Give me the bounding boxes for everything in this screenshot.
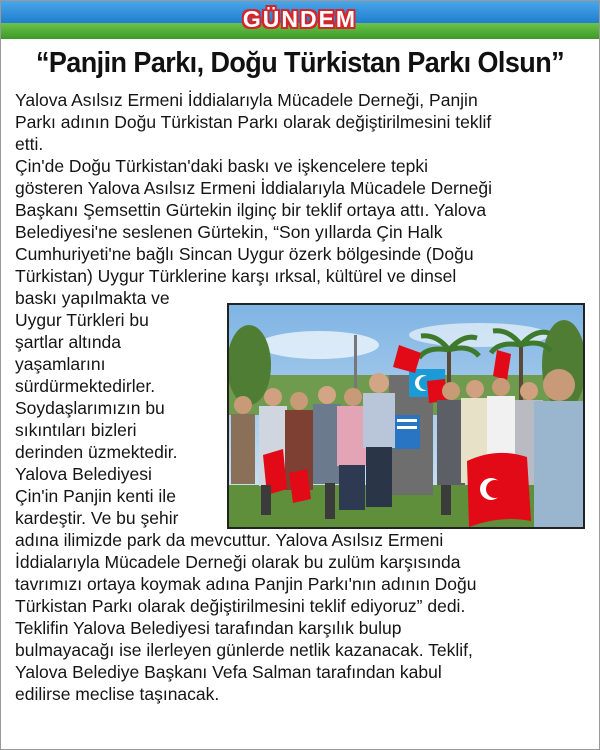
body-line: Yalova Belediye Başkanı Vefa Salman tarafından kabul [15, 662, 442, 682]
body-line: baskı yapılmakta ve [15, 288, 170, 308]
body-line: tavrımızı ortaya koymak adına Panjin Parkı'nın adının Doğu [15, 574, 477, 594]
section-banner [1, 1, 599, 45]
body-line: Parkı adının Doğu Türkistan Parkı olarak değiştirilmesini teklif [15, 112, 492, 132]
body-line: Cumhuriyeti'ne bağlı Sincan Uygur özerk bölgesinde (Doğu [15, 244, 474, 264]
body-line: İddialarıyla Mücadele Derneği olarak bu zulüm karşısında [15, 552, 461, 572]
article-body-side [15, 287, 178, 529]
body-line: derinden üzmektedir. [15, 442, 178, 462]
group-of-men-with-flags-photo [229, 305, 583, 527]
body-line: Başkanı Şemsettin Gürtekin ilginç bir teklif ortaya attı. Yalova [15, 200, 487, 220]
body-line: Uygur Türkleri bu [15, 310, 149, 330]
body-line: etti. [15, 134, 44, 154]
body-line: Türkistan Parkı olarak değiştirilmesini teklif ediyoruz” dedi. [15, 596, 466, 616]
body-line: Belediyesi'ne seslenen Gürtekin, “Son yıllarda Çin Halk [15, 222, 443, 242]
body-line: yaşamlarını [15, 354, 106, 374]
body-line: sürdürmektedirler. [15, 376, 156, 396]
body-line: Yalova Belediyesi [15, 464, 152, 484]
body-line: kardeştir. Ve bu şehir [15, 508, 179, 528]
group-photo [227, 303, 585, 529]
body-line: Yalova Asılsız Ermeni İddialarıyla Mücadele Derneği, Panjin [15, 90, 478, 110]
body-line: Teklifin Yalova Belediyesi tarafından karşılık bulup [15, 618, 402, 638]
body-line: Çin'de Doğu Türkistan'daki baskı ve işkencelere tepki [15, 156, 428, 176]
body-line: sıkıntıları bizleri [15, 420, 137, 440]
body-line: Türkistan) Uygur Türklerine karşı ırksal, kültürel ve dinsel [15, 266, 457, 286]
headline: “Panjin Parkı, Doğu Türkistan Parkı Olsun” [35, 47, 565, 79]
body-line: bulmayacağı ise ilerleyen günlerde netlik kazanacak. Teklif, [15, 640, 473, 660]
body-line: Soydaşlarımızın bu [15, 398, 165, 418]
body-line: Çin'in Panjin kenti ile [15, 486, 176, 506]
body-line: şartlar altında [15, 332, 122, 352]
article-body-top [15, 89, 492, 287]
body-line: gösteren Yalova Asılsız Ermeni İddialarıyla Mücadele Derneği [15, 178, 492, 198]
article-body-bottom [15, 529, 477, 705]
body-line: adına ilimizde park da mevcuttur. Yalova Asılsız Ermeni [15, 530, 444, 550]
body-line: edilirse meclise taşınacak. [15, 684, 220, 704]
section-label: GÜNDEM [242, 6, 358, 32]
